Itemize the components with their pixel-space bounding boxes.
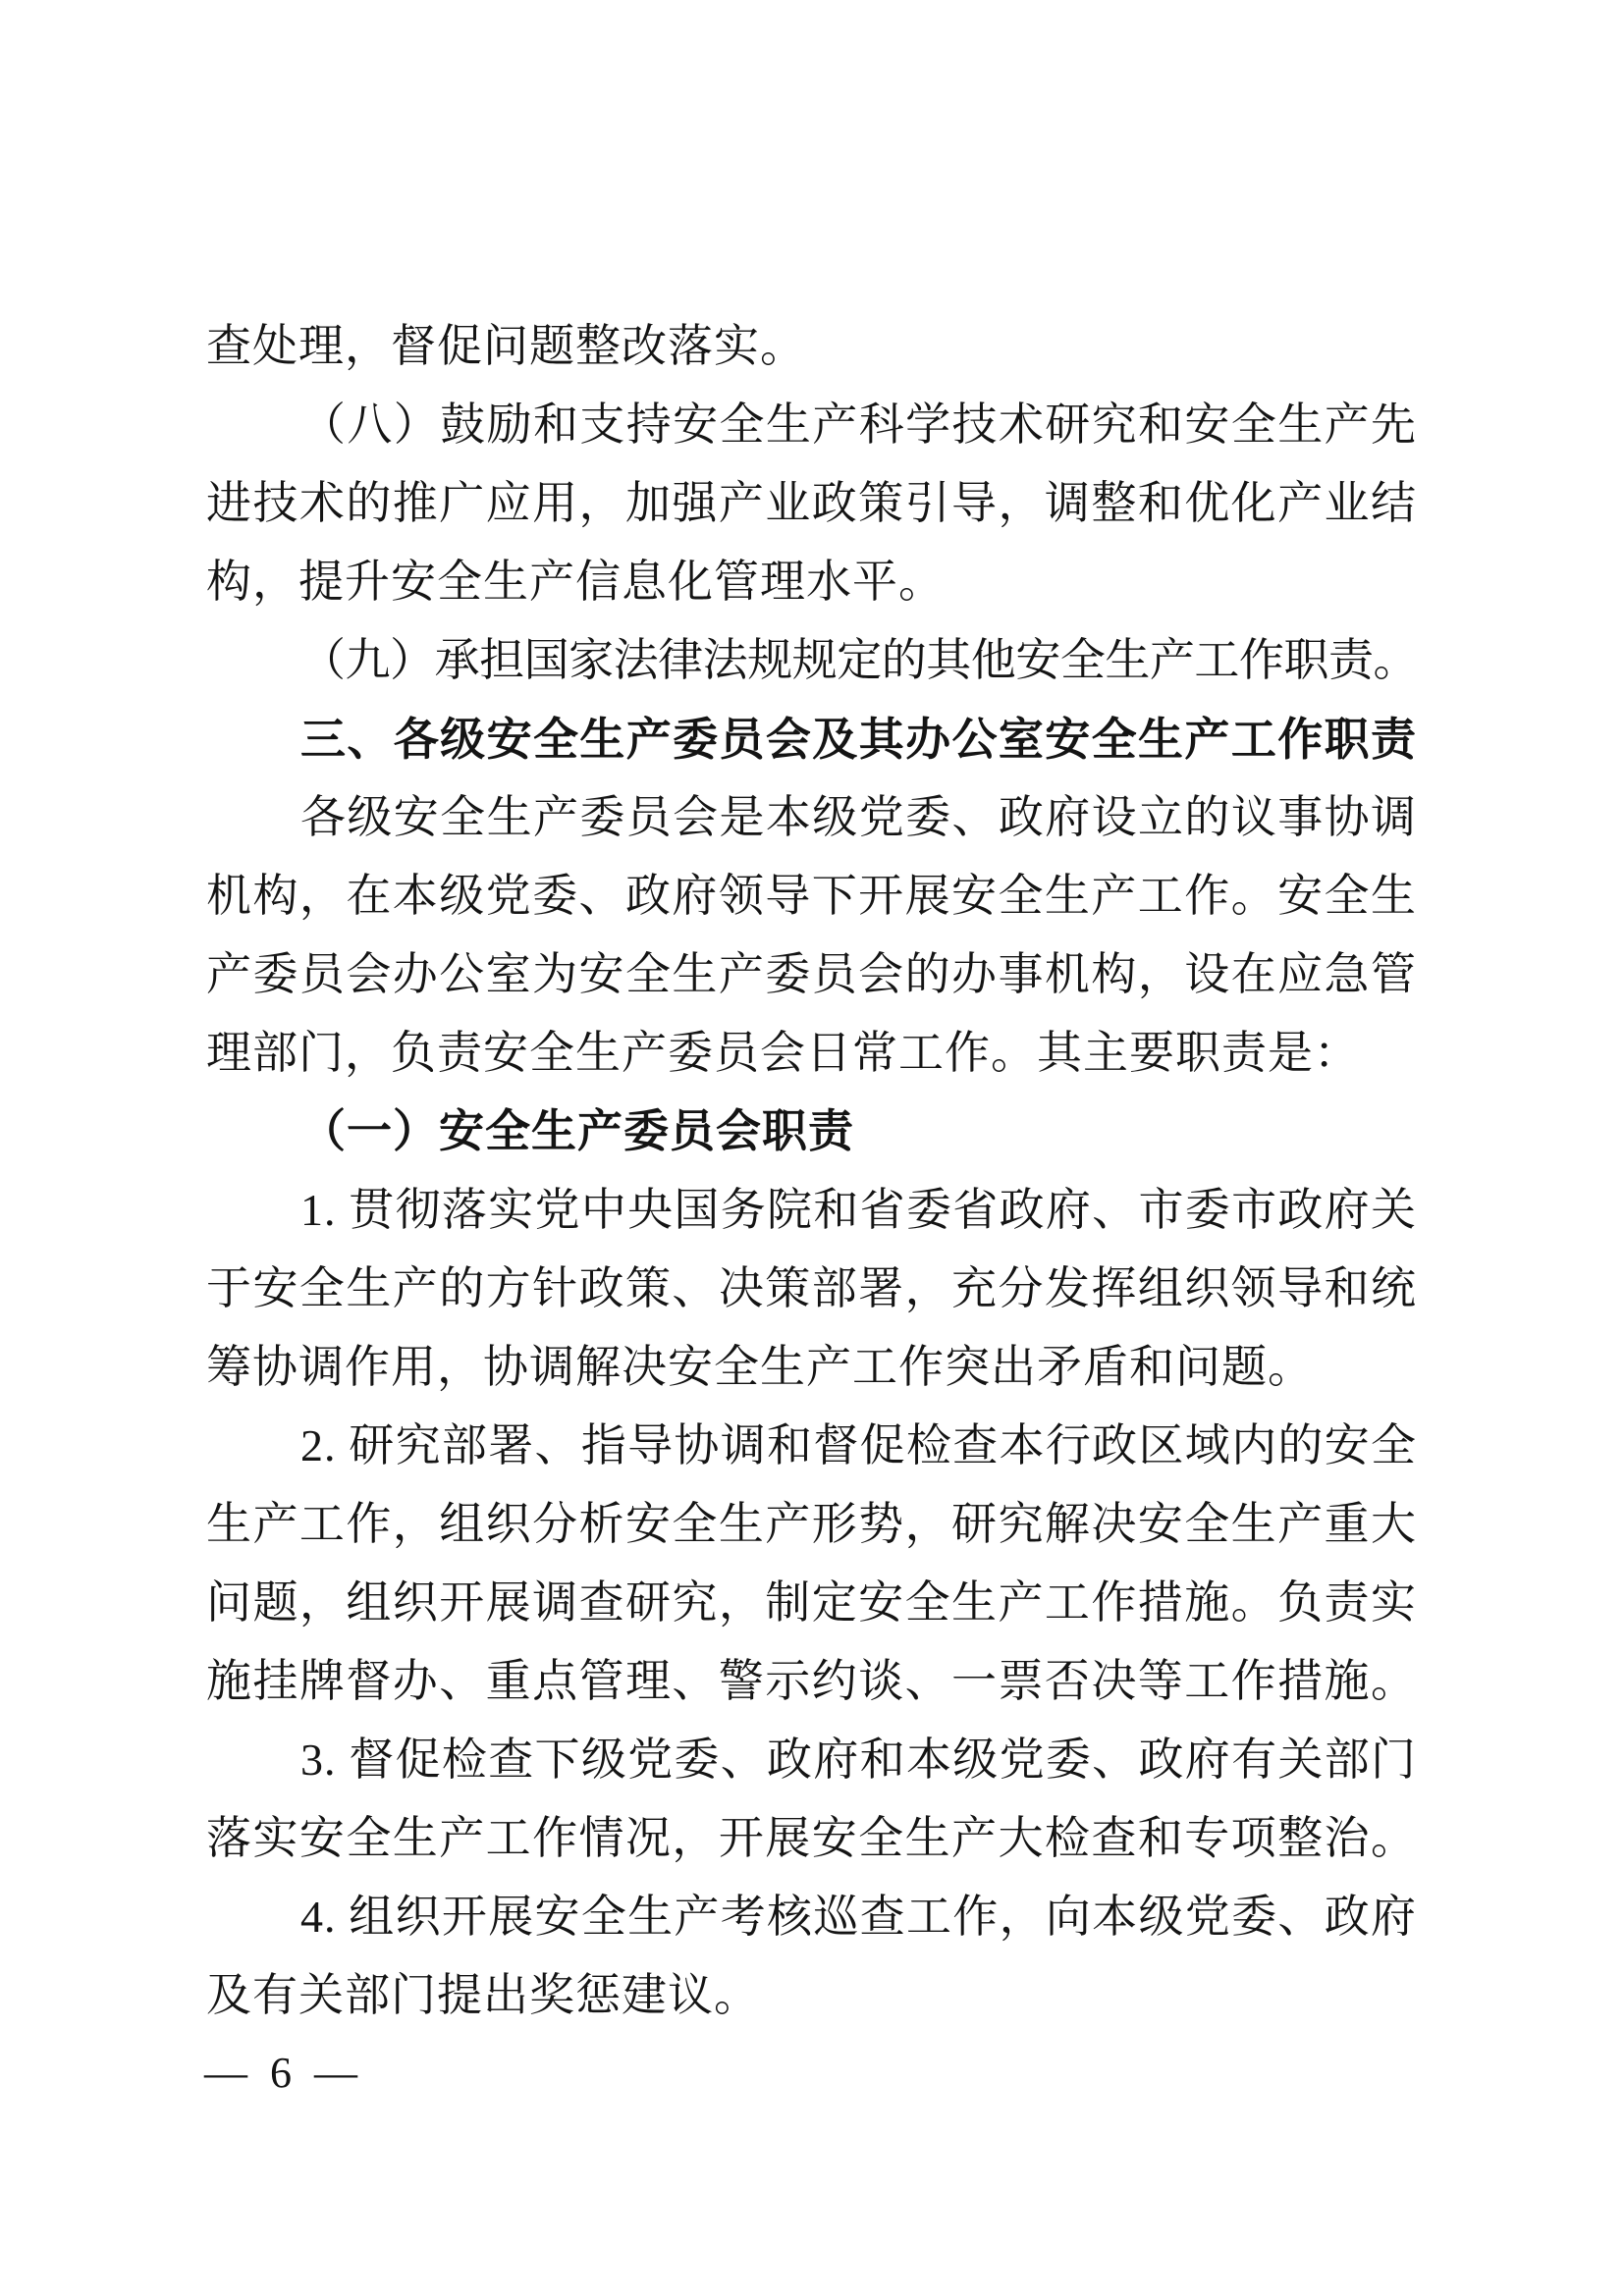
section-heading: （一）安全生产委员会职责 [300,1106,854,1156]
text-line: 3. 督促检查下级党委、政府和本级党委、政府有关部门 [300,1735,1417,1785]
text-line: 2. 研究部署、指导协调和督促检查本行政区域内的安全 [300,1420,1417,1470]
text-line: 施挂牌督办、重点管理、警示约谈、一票否决等工作措施。 [206,1656,1417,1706]
text-line: 理部门，负责安全生产委员会日常工作。其主要职责是： [206,1028,1360,1078]
text-line: 进技术的推广应用，加强产业政策引导，调整和优化产业结 [206,478,1417,528]
text-line: 产委员会办公室为安全生产委员会的办事机构，设在应急管 [206,949,1417,999]
text-line: 4. 组织开展安全生产考核巡查工作，向本级党委、政府 [300,1892,1417,1942]
text-line: 问题，组织开展调查研究，制定安全生产工作措施。负责实 [206,1577,1417,1628]
text-line: 机构，在本级党委、政府领导下开展安全生产工作。安全生 [206,871,1417,921]
text-line: （九）承担国家法律法规规定的其他安全生产工作职责。 [300,635,1417,685]
text-line: 生产工作，组织分析安全生产形势，研究解决安全生产重大 [206,1499,1417,1549]
text-line: 筹协调作用，协调解决安全生产工作突出矛盾和问题。 [206,1342,1314,1392]
text-line: 1. 贯彻落实党中央国务院和省委省政府、市委市政府关 [300,1185,1417,1235]
section-heading: 三、各级安全生产委员会及其办公室安全生产工作职责 [300,714,1417,765]
text-line: 构，提升安全生产信息化管理水平。 [206,557,945,607]
text-line: 落实安全生产工作情况，开展安全生产大检查和专项整治。 [206,1813,1417,1863]
text-line: 查处理，督促问题整改落实。 [206,321,806,371]
text-line: 各级安全生产委员会是本级党委、政府设立的议事协调 [300,792,1417,842]
text-line: 于安全生产的方针政策、决策部署，充分发挥组织领导和统 [206,1263,1417,1313]
text-line: 及有关部门提出奖惩建议。 [206,1970,760,2020]
text-line: （八）鼓励和支持安全生产科学技术研究和安全生产先 [300,400,1417,450]
page-number: — 6 — [204,2049,363,2097]
document-body [206,307,1417,2035]
